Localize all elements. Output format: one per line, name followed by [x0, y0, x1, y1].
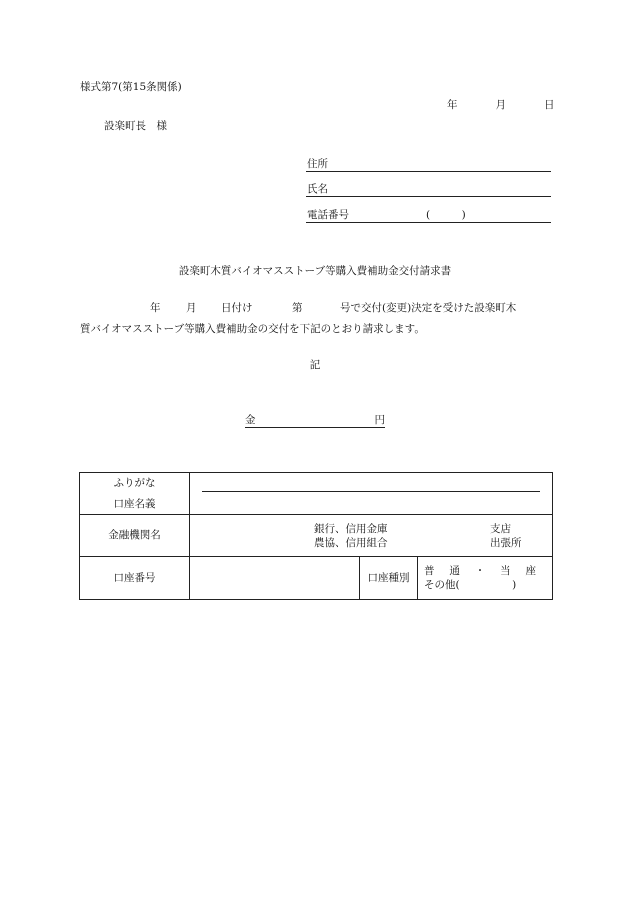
body-dai: 第	[292, 302, 303, 314]
account-type-other: その他( )	[424, 579, 517, 591]
account-name-label: 口座名義	[113, 497, 156, 510]
account-name-cell[interactable]	[190, 473, 553, 515]
address-field[interactable]	[306, 156, 551, 172]
document-title: 設楽町木質バイオマスストーブ等購入費補助金交付請求書	[178, 265, 452, 277]
account-name-input[interactable]	[190, 492, 552, 512]
amount-field[interactable]	[245, 413, 385, 428]
account-type-options: 普 通 ・ 当 座	[424, 564, 542, 577]
account-type-label: 口座種別	[367, 571, 410, 584]
body-month: 月	[186, 302, 197, 314]
body-line-2: 質バイオマスストーブ等購入費補助金の交付を下記のとおり請求します。	[80, 323, 425, 335]
furigana-line[interactable]	[202, 475, 540, 492]
name-label: 氏名	[307, 182, 328, 195]
branch-types-line-1: 支店	[490, 523, 511, 535]
amount-suffix: 円	[374, 413, 385, 426]
institution-types	[314, 522, 388, 550]
account-name-label-cell	[80, 473, 190, 515]
account-type-cell[interactable]	[418, 557, 553, 600]
account-number-cell[interactable]	[190, 557, 360, 600]
branch-types-line-2: 出張所	[490, 537, 522, 550]
furigana-label: ふりがな	[113, 477, 156, 490]
date-year: 年	[447, 99, 458, 111]
body-day: 日付け	[221, 302, 253, 314]
institution-label: 金融機関名	[108, 529, 161, 542]
phone-paren: ( )	[426, 208, 466, 221]
account-type-label-cell	[360, 557, 418, 600]
account-number-label-cell	[80, 557, 190, 600]
amount-prefix: 金	[245, 413, 256, 426]
date-line	[447, 100, 555, 111]
institution-types-line-1: 銀行、信用金庫	[314, 523, 388, 535]
institution-cell[interactable]	[190, 515, 553, 557]
name-field[interactable]	[306, 181, 551, 197]
body-rest: 号で交付(変更)決定を受けた設楽町木	[340, 302, 517, 314]
form-number: 様式第7(第15条関係)	[80, 81, 182, 93]
phone-label: 電話番号	[307, 208, 349, 221]
addressee: 設楽町長 様	[104, 120, 167, 132]
date-month: 月	[495, 99, 506, 111]
bank-account-table	[79, 472, 553, 600]
phone-field[interactable]	[306, 207, 551, 223]
body-year: 年	[150, 302, 161, 314]
institution-types-line-2: 農協、信用組合	[314, 537, 388, 550]
branch-types	[490, 522, 522, 550]
ki-heading: 記	[309, 359, 321, 371]
account-number-label: 口座番号	[113, 571, 156, 584]
address-label: 住所	[307, 157, 328, 170]
institution-label-cell	[80, 515, 190, 557]
date-day: 日	[544, 99, 555, 111]
